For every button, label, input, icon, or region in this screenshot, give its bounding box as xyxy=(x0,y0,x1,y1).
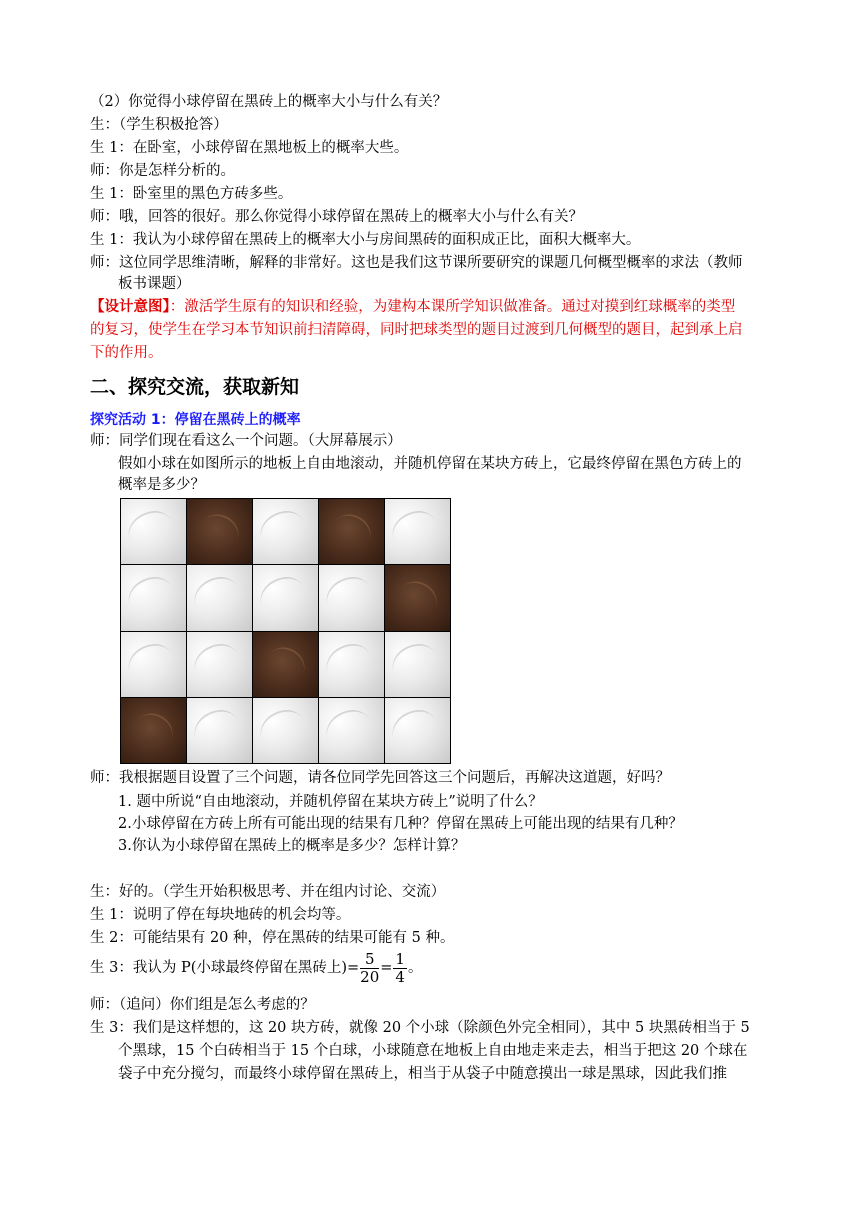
white-tile xyxy=(121,499,186,564)
fraction-denominator: 20 xyxy=(360,967,380,986)
design-intent-line xyxy=(90,297,735,317)
fraction-denominator: 4 xyxy=(395,967,405,986)
text-line: 假如小球在如图所示的地板上自由地滚动，并随机停留在某块方砖上，它最终停留在黑色方砖上的 xyxy=(118,456,742,472)
text-line: 师：这位同学思维清晰，解释的非常好。这也是我们这节课所要研究的课题几何概型概率的求法（教师 xyxy=(90,255,743,271)
white-tile xyxy=(319,632,384,697)
design-intent-text: ：激活学生原有的知识和经验，为建构本课所学知识做准备。通过对摸到红球概率的类型 xyxy=(169,299,736,315)
text-line: 概率是多少？ xyxy=(118,477,205,493)
text-line: 师：我根据题目设置了三个问题，请各位同学先回答这三个问题后，再解决这道题，好吗？ xyxy=(90,770,670,786)
formula-suffix: 。 xyxy=(407,960,423,976)
probability-formula xyxy=(90,948,422,988)
fraction-numerator: 5 xyxy=(360,951,379,969)
text-line: 师：哦，回答的很好。那么你觉得小球停留在黑砖上的概率大小与什么有关？ xyxy=(90,209,583,225)
text-line: 生 3：我们是这样想的，这 20 块方砖，就像 20 个小球（除颜色外完全相同），其中 5 块黑砖相当于 5 xyxy=(90,1020,750,1036)
black-tile xyxy=(319,499,384,564)
question-3: 3.你认为小球停留在黑砖上的概率是多少？怎样计算？ xyxy=(118,838,466,854)
text-line: 生 1：卧室里的黑色方砖多些。 xyxy=(90,186,293,202)
text-line: 生 1：说明了停在每块地砖的机会均等。 xyxy=(90,907,351,923)
black-tile xyxy=(253,632,318,697)
text-line: 师：同学们现在看这么一个问题。（大屏幕展示） xyxy=(90,433,402,449)
white-tile xyxy=(187,698,252,763)
fraction-numerator: 1 xyxy=(395,949,405,968)
text-line: 袋子中充分搅匀，而最终小球停留在黑砖上，相当于从袋子中随意摸出一球是黑球，因此我们推 xyxy=(118,1066,727,1082)
fraction-5-20 xyxy=(360,951,379,986)
design-intent-line: 的复习，使学生在学习本节知识前扫清障碍，同时把球类型的题目过渡到几何概型的题目，起到承上启 xyxy=(90,322,743,338)
white-tile xyxy=(253,698,318,763)
text-line: 生 2：可能结果有 20 种，停在黑砖的结果可能有 5 种。 xyxy=(90,930,455,946)
text-line: 生：好的。（学生开始积极思考、并在组内讨论、交流） xyxy=(90,884,446,900)
section-title: 二、探究交流，获取新知 xyxy=(90,376,300,398)
design-intent-label: 【设计意图】 xyxy=(90,298,170,315)
question-2: 2.小球停留在方砖上所有可能出现的结果有几种？停留在黑砖上可能出现的结果有几种？ xyxy=(118,816,683,832)
black-tile xyxy=(187,499,252,564)
white-tile xyxy=(187,565,252,630)
white-tile xyxy=(187,632,252,697)
design-intent-line: 下的作用。 xyxy=(90,345,163,361)
text-line: 生：（学生积极抢答） xyxy=(90,117,228,133)
black-tile xyxy=(385,565,450,630)
text-line: 师：你是怎样分析的。 xyxy=(90,163,235,179)
formula-prefix: 生 3：我认为 P(小球最终停留在黑砖上)= xyxy=(90,960,360,976)
activity-title: 探究活动 1：停留在黑砖上的概率 xyxy=(90,412,301,428)
white-tile xyxy=(385,698,450,763)
text-line: （2）你觉得小球停留在黑砖上的概率大小与什么有关？ xyxy=(90,94,448,110)
white-tile xyxy=(121,632,186,697)
white-tile xyxy=(319,698,384,763)
text-line: 板书课题） xyxy=(118,276,191,292)
white-tile xyxy=(319,565,384,630)
text-line: 个黑球，15 个白砖相当于 15 个白球，小球随意在地板上自由地走来走去，相当于把这 20 个球在 xyxy=(118,1043,748,1059)
white-tile xyxy=(253,565,318,630)
white-tile xyxy=(121,565,186,630)
fraction-1-4 xyxy=(393,951,407,986)
white-tile xyxy=(385,632,450,697)
white-tile xyxy=(385,499,450,564)
text-line: 生 1：在卧室，小球停留在黑地板上的概率大些。 xyxy=(90,140,409,156)
text-line: 师：（追问）你们组是怎么考虑的？ xyxy=(90,997,315,1013)
text-line: 生 1：我认为小球停留在黑砖上的概率大小与房间黑砖的面积成正比，面积大概率大。 xyxy=(90,232,641,248)
floor-tile-grid xyxy=(120,498,451,764)
white-tile xyxy=(253,499,318,564)
equals-sign: = xyxy=(380,960,393,976)
question-1: 1. 题中所说“自由地滚动，并随机停留在某块方砖上”说明了什么？ xyxy=(118,794,543,810)
black-tile xyxy=(121,698,186,763)
